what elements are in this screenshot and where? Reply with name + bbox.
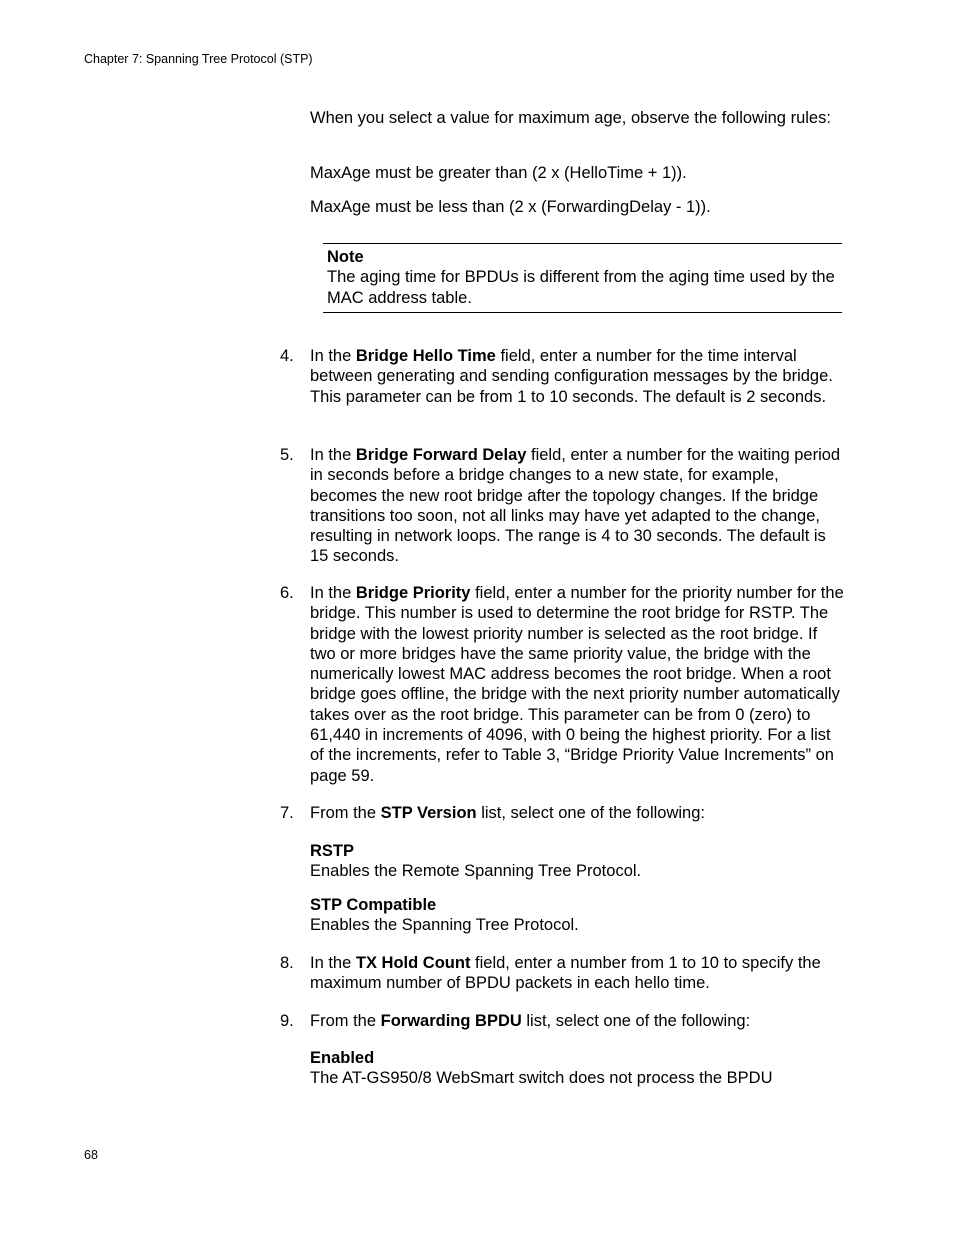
option-enabled xyxy=(310,1048,844,1089)
field-name: Bridge Forward Delay xyxy=(355,446,527,464)
step-prefix: In the xyxy=(310,347,356,365)
rules-intro: When you select a value for maximum age, observe the following rules: xyxy=(310,109,831,127)
option-title: Enabled xyxy=(310,1049,375,1067)
running-header: Chapter 7: Spanning Tree Protocol (STP) xyxy=(84,52,313,66)
option-description: Enables the Spanning Tree Protocol. xyxy=(310,916,579,935)
step-prefix: From the xyxy=(310,804,381,822)
step-text xyxy=(310,346,844,407)
note-text: The aging time for BPDUs is different from the aging time used by the MAC address table. xyxy=(327,268,835,307)
note-box xyxy=(323,243,842,313)
step-prefix: From the xyxy=(310,1012,381,1030)
rule-max-age-less: MaxAge must be less than (2 x (ForwardingDelay - 1)). xyxy=(310,198,711,216)
note-title: Note xyxy=(327,248,364,266)
step-text xyxy=(310,583,844,786)
step-number: 7. xyxy=(280,804,294,822)
option-stp-compatible xyxy=(310,895,844,936)
step-prefix: In the xyxy=(310,954,356,972)
step-text xyxy=(310,445,844,567)
step-number: 6. xyxy=(280,584,294,602)
step-description: list, select one of the following: xyxy=(521,1012,751,1030)
step-text xyxy=(310,1011,844,1031)
step-description: field, enter a number for the waiting period in seconds before a bridge changes to a new state, for example, becomes the new root bridge after the topology changes. If the bridge transitions too soon, not all links may have yet adapted to the change, resulting in network loops. The range is 4 to 30 seconds. The default is 15 seconds. xyxy=(310,446,841,566)
step-prefix: In the xyxy=(310,446,356,464)
step-description: field, enter a number for the priority number for the bridge. This number is used to determine the root bridge for RSTP. The bridge with the lowest priority number is selected as the root bridge. If two or more bridges have the same priority value, the bridge with the numerically lowest MAC address becomes the root bridge. When a root bridge goes offline, the bridge with the next priority number automatically takes over as the root bridge. This parameter can be from 0 (zero) to 61,440 in increments of 4096, with 0 being the highest priority. For a list of the increments, refer to Table 3, “Bridge Priority Value Increments” on page 59. xyxy=(310,584,844,785)
option-title: RSTP xyxy=(310,842,355,860)
step-description: field, enter a number from 1 to 10 to specify the maximum number of BPDU packets in each hello time. xyxy=(310,954,821,993)
field-name: Forwarding BPDU xyxy=(380,1012,522,1030)
step-number: 9. xyxy=(280,1012,294,1030)
field-name: TX Hold Count xyxy=(355,954,471,972)
step-text xyxy=(310,803,844,823)
step-number: 5. xyxy=(280,446,294,464)
option-title: STP Compatible xyxy=(310,896,437,914)
rule-max-age-greater: MaxAge must be greater than (2 x (HelloTime + 1)). xyxy=(310,164,687,182)
field-name: STP Version xyxy=(380,804,477,822)
step-description: list, select one of the following: xyxy=(476,804,705,822)
field-name: Bridge Priority xyxy=(355,584,471,602)
step-number: 4. xyxy=(280,347,294,365)
step-text xyxy=(310,953,844,994)
option-description: Enables the Remote Spanning Tree Protocol. xyxy=(310,862,642,881)
step-number: 8. xyxy=(280,954,294,972)
step-prefix: In the xyxy=(310,584,356,602)
page-number: 68 xyxy=(84,1148,98,1162)
step-description: field, enter a number for the time interval between generating and sending configuration messages by the bridge. This parameter can be from 1 to 10 seconds. The default is 2 seconds. xyxy=(310,347,833,406)
field-name: Bridge Hello Time xyxy=(355,347,496,365)
option-description: The AT-GS950/8 WebSmart switch does not process the BPDU xyxy=(310,1069,773,1088)
option-rstp xyxy=(310,841,844,882)
